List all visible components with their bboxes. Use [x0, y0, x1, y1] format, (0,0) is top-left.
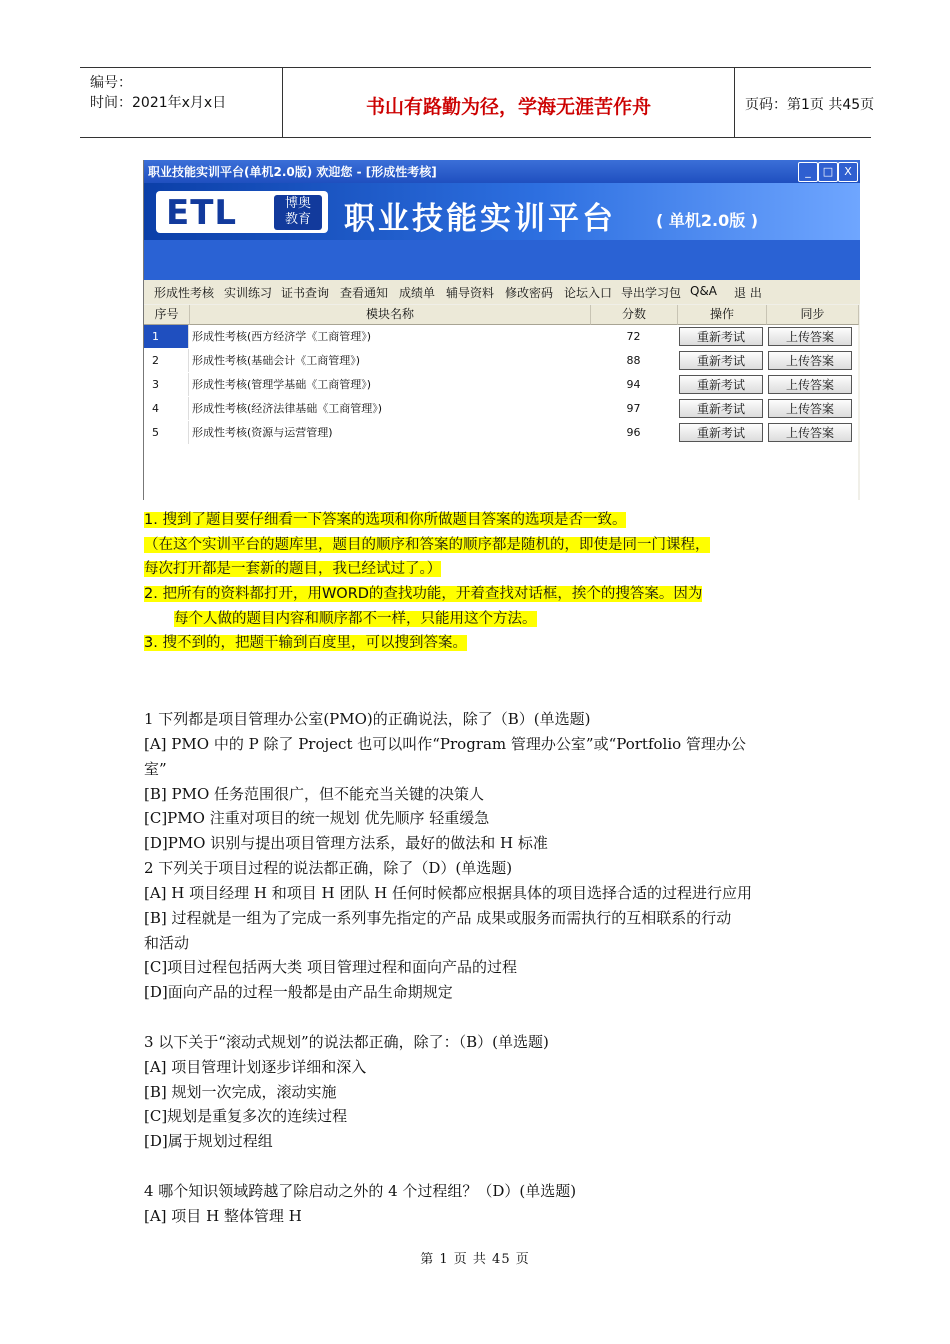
retake-button[interactable]: 重新考试	[679, 423, 763, 442]
time-label: 时间：2021年x月x日	[90, 95, 227, 111]
menu-qa[interactable]: Q&A	[690, 284, 718, 298]
question-3-option-c: [C]规划是重复多次的连续过程	[144, 1107, 348, 1125]
logo-badge-line2: 教育	[284, 212, 311, 227]
header-motto-cell	[282, 68, 735, 137]
question-3: 3 以下关于“滚动式规划”的说法都正确，除了：（B）(单选题)	[144, 1033, 549, 1051]
table-row[interactable]	[144, 349, 858, 373]
row-score: 72	[626, 330, 641, 343]
question-1: 1 下列都是项目管理办公室(PMO)的正确说法，除了（B）(单选题)	[144, 710, 591, 728]
upload-answer-button[interactable]: 上传答案	[768, 423, 852, 442]
question-4: 4 哪个知识领域跨越了除启动之外的 4 个过程组？（D）(单选题)	[144, 1182, 577, 1200]
note-2: 2. 把所有的资料都打开，用WORD的查找功能，开着查找对话框，挨个的搜答案。因为	[144, 586, 703, 602]
banner-title: 职业技能实训平台	[344, 201, 616, 237]
header-left-cell	[80, 68, 280, 137]
note-1-line3: 每次打开都是一套新的题目，我已经试过了。）	[144, 561, 442, 577]
banner-lower-band	[144, 240, 860, 280]
menu-formative-exam[interactable]: 形成性考核	[154, 286, 215, 300]
app-title: 职业技能实训平台(单机2.0版) 欢迎您 - [形成性考核]	[148, 165, 437, 179]
banner-version: ( 单机2.0版 )	[656, 211, 759, 230]
question-3-option-d: [D]属于规划过程组	[144, 1132, 273, 1150]
app-banner	[144, 183, 860, 240]
menu-notices[interactable]: 查看通知	[340, 286, 389, 300]
motto: 书山有路勤为径，学海无涯苦作舟	[365, 96, 651, 118]
menu-transcript[interactable]: 成绩单	[399, 286, 436, 300]
question-3-option-b: [B] 规划一次完成，滚动实施	[144, 1083, 337, 1101]
row-name: 形成性考核(基础会计《工商管理》)	[192, 354, 361, 367]
table-row[interactable]	[144, 421, 858, 445]
maximize-icon[interactable]: □	[818, 162, 838, 182]
retake-button[interactable]: 重新考试	[679, 399, 763, 418]
row-no: 2	[144, 349, 189, 372]
table-row[interactable]	[144, 373, 858, 397]
retake-button[interactable]: 重新考试	[679, 375, 763, 394]
note-1: 1. 搜到了题目要仔细看一下答案的选项和你所做题目答案的选项是否一致。	[144, 512, 627, 528]
col-header-action: 操作	[678, 305, 767, 325]
row-name: 形成性考核(西方经济学《工商管理》)	[192, 330, 372, 343]
row-name: 形成性考核(管理学基础《工商管理》)	[192, 378, 372, 391]
note-2-line2: 每个人做的题目内容和顺序都不一样，只能用这个方法。	[174, 611, 537, 627]
row-no: 5	[144, 421, 189, 444]
note-1-line2: （在这个实训平台的题库里，题目的顺序和答案的顺序都是随机的，即使是同一门课程，	[144, 537, 710, 553]
retake-button[interactable]: 重新考试	[679, 327, 763, 346]
logo-badge-line1: 博奥	[284, 196, 311, 211]
minimize-icon[interactable]: _	[798, 162, 818, 182]
app-menu	[144, 280, 860, 304]
question-1-option-c: [C]PMO 注重对项目的统一规划 优先顺序 轻重缓急	[144, 809, 490, 827]
menu-materials[interactable]: 辅导资料	[446, 286, 495, 300]
upload-answer-button[interactable]: 上传答案	[768, 327, 852, 346]
menu-certificate[interactable]: 证书查询	[281, 286, 330, 300]
close-icon[interactable]: X	[838, 162, 858, 182]
etl-logo	[156, 191, 328, 233]
app-screenshot	[143, 160, 860, 500]
question-2: 2 下列关于项目过程的说法都正确，除了（D）(单选题)	[144, 859, 513, 877]
question-4-option-a: [A] 项目 H 整体管理 H	[144, 1207, 302, 1225]
col-header-sync: 同步	[767, 305, 859, 325]
table-empty-area	[144, 445, 858, 500]
row-no: 3	[144, 373, 189, 396]
question-3-option-a: [A] 项目管理计划逐步详细和深入	[144, 1058, 367, 1076]
question-2-option-b: [B] 过程就是一组为了完成一系列事先指定的产品 成果或服务而需执行的互相联系的行动	[144, 909, 732, 927]
col-header-no: 序号	[144, 305, 190, 325]
page-header	[80, 67, 875, 138]
app-titlebar	[144, 160, 860, 183]
upload-answer-button[interactable]: 上传答案	[768, 375, 852, 394]
serial-label: 编号：	[90, 75, 132, 91]
question-2-option-b-cont: 和活动	[144, 934, 190, 952]
col-header-score: 分数	[591, 305, 678, 325]
logo-badge	[274, 195, 322, 230]
header-page-cell	[735, 68, 875, 137]
menu-export-package[interactable]: 导出学习包	[621, 286, 682, 300]
row-name: 形成性考核(经济法律基础《工商管理》)	[192, 402, 383, 415]
question-1-option-a-cont: 室”	[144, 760, 167, 778]
note-3: 3. 搜不到的，把题干输到百度里，可以搜到答案。	[144, 635, 467, 651]
question-1-option-d: [D]PMO 识别与提出项目管理方法系，最好的做法和 H 标准	[144, 834, 548, 852]
question-1-option-a: [A] PMO 中的 P 除了 Project 也可以叫作“Program 管理办公室”或“Portfolio 管理办公	[144, 735, 746, 753]
row-score: 88	[626, 354, 641, 367]
row-score: 97	[626, 402, 641, 415]
menu-forum[interactable]: 论坛入口	[564, 286, 613, 300]
table-row[interactable]	[144, 325, 858, 349]
question-2-option-a: [A] H 项目经理 H 和项目 H 团队 H 任何时候都应根据具体的项目选择合适的过程进行应用	[144, 884, 753, 902]
logo-text: ETL	[166, 193, 238, 233]
menu-exit[interactable]: 退 出	[734, 286, 762, 300]
row-score: 96	[626, 426, 641, 439]
upload-answer-button[interactable]: 上传答案	[768, 351, 852, 370]
table-row[interactable]	[144, 397, 858, 421]
page-footer: 第 1 页 共 45 页	[420, 1252, 530, 1267]
menu-change-password[interactable]: 修改密码	[505, 286, 554, 300]
row-no: 4	[144, 397, 189, 420]
question-1-option-b: [B] PMO 任务范围很广，但不能充当关键的决策人	[144, 785, 485, 803]
retake-button[interactable]: 重新考试	[679, 351, 763, 370]
question-2-option-d: [D]面向产品的过程一般都是由产品生命期规定	[144, 983, 453, 1001]
question-2-option-c: [C]项目过程包括两大类 项目管理过程和面向产品的过程	[144, 958, 517, 976]
row-score: 94	[626, 378, 641, 391]
col-header-name: 模块名称	[190, 305, 591, 325]
row-name: 形成性考核(资源与运营管理)	[192, 426, 333, 439]
upload-answer-button[interactable]: 上传答案	[768, 399, 852, 418]
row-no: 1	[144, 325, 189, 348]
menu-practice[interactable]: 实训练习	[224, 286, 273, 300]
page-number-label: 页码：第1页 共45页	[745, 97, 875, 113]
